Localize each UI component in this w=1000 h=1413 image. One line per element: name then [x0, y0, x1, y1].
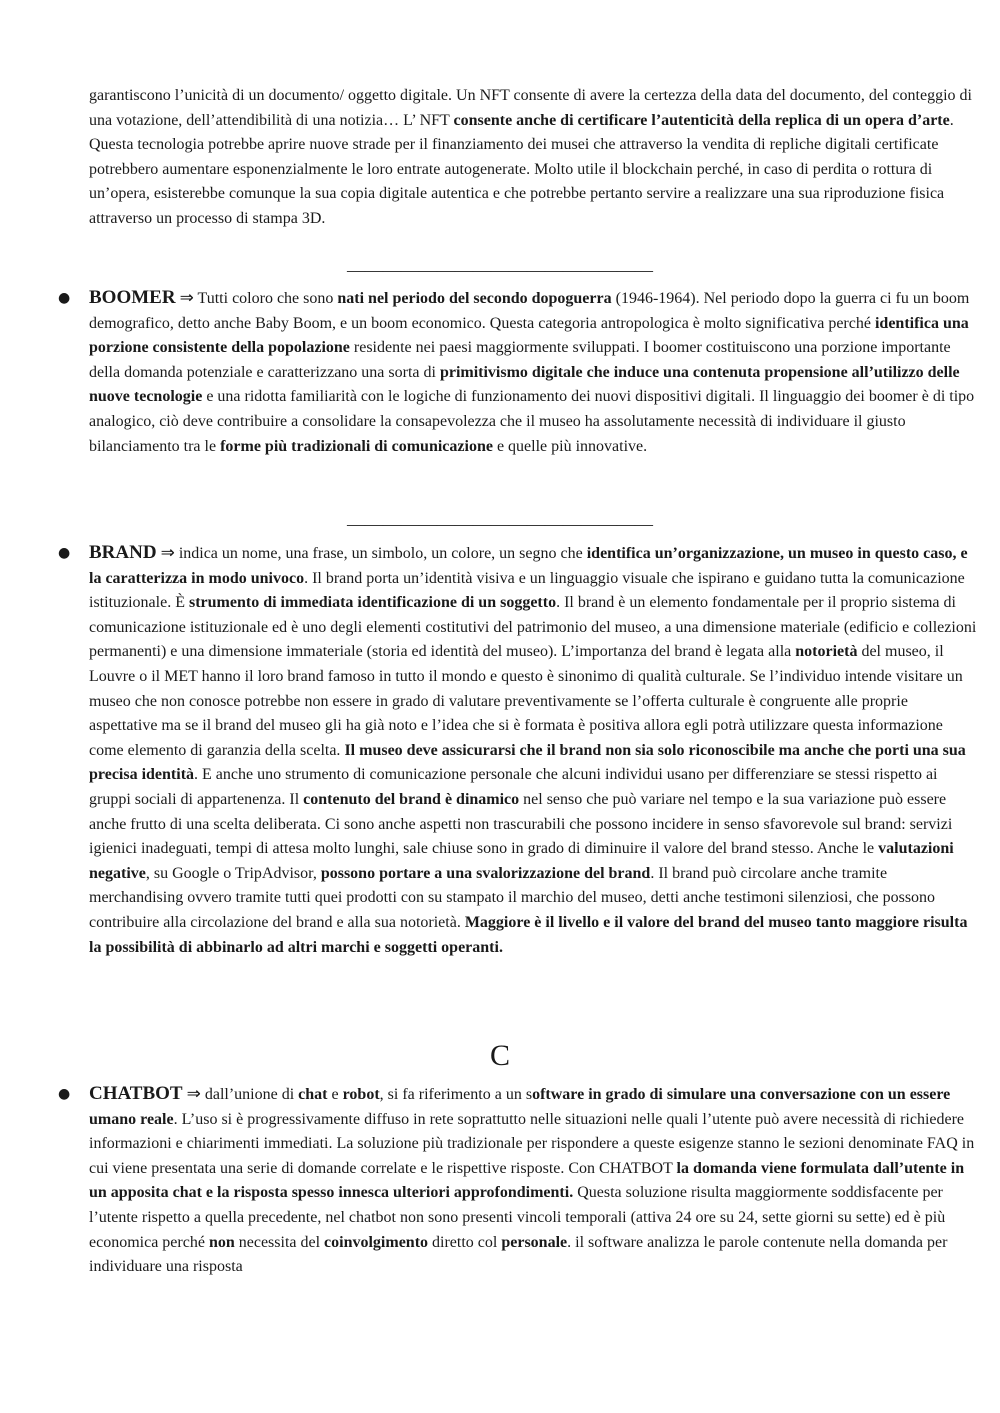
term-brand: BRAND	[89, 542, 157, 563]
text-run: . Il brand porta un’identità visiva e un linguaggio visuale che ispirano e guidano tutta la comunicazione istituzionale. È	[89, 569, 965, 612]
definition-boomer	[89, 290, 974, 455]
text-run: dall’unione di	[200, 1086, 299, 1103]
text-run: residente nei paesi maggiormente sviluppati. I boomer costituiscono una porzione importante della domanda potenziale e caratterizzano una sorta di	[89, 339, 951, 381]
bold-text: contenuto del brand è dinamico	[303, 790, 520, 808]
text-run: (1946-1964). Nel periodo dopo la guerra ci fu un boom demografico, detto anche Baby Boom, e un boom economico. Questa categoria antropologica è molto significativa perché	[89, 290, 970, 332]
bold-text: non	[208, 1233, 235, 1251]
entry-chatbot	[89, 1082, 979, 1280]
bold-text: forme più tradizionali di comunicazione	[220, 437, 493, 455]
bold-text: chat	[298, 1086, 328, 1103]
definition-brand	[89, 545, 976, 956]
bold-text: primitivismo digitale che induce una contenuta propensione all’utilizzo delle nuove tecnologie	[89, 363, 960, 406]
text-run: indica un nome, una frase, un simbolo, un colore, un segno che	[174, 545, 587, 562]
bold-text: strumento di immediata identificazione di un soggetto	[188, 594, 557, 612]
text-run: . Il brand è un elemento fondamentale per il proprio sistema di comunicazione istituzionale ed è uno degli elementi costitutivi del patrimonio del museo, a una dimensione materiale (edificio e collezioni permanenti) e una dimensione immateriale (storia ed identità del museo). L’importanza del brand è legata alla	[89, 594, 977, 661]
bold-text: notorietà	[795, 643, 858, 661]
bold-text: identifica un’organizzazione, un museo in questo caso, e la caratterizza in modo univoco	[89, 545, 968, 587]
bold-text: coinvolgimento	[324, 1233, 429, 1251]
bold-text: consente anche di certificare l’autenticità della replica di un opera d’arte	[453, 111, 950, 129]
text-run: necessita del	[234, 1233, 325, 1251]
bold-text: nati nel periodo del secondo dopoguerra	[337, 290, 612, 307]
text-run: . L’uso si è progressivamente diffuso in rete soprattutto nelle situazioni nelle quali l’utente può avere necessità di richiedere informazioni e chiarimenti immediati. La soluzione più tradizionale per rispondere a queste esigenze stanno le sezioni denominate FAQ in cui viene presentata una serie di domande correlate e le rispettive risposte. Con CHATBOT	[89, 1110, 975, 1177]
text-run: garantiscono l’unicità di un documento/ oggetto digitale. Un NFT consente di avere la certezza della data del documento, del conteggio di una votazione, dell’attendibilità di una notizia… L’ NFT	[89, 87, 972, 129]
arrow-icon: ⇒	[179, 288, 194, 308]
text-run: diretto col	[428, 1233, 502, 1251]
text-run: e una ridotta familiarità con le logiche di funzionamento dei nuovi dispositivi digitali. Il linguaggio dei boomer è di tipo analogico, ciò deve contribuire a consolidare la consapevolezza che il museo ha assolutamente necessità di individuare il giusto bilanciamento tra le	[89, 388, 975, 455]
text-run: . Questa tecnologia potrebbe aprire nuove strade per il finanziamento dei musei che attraverso la vendita di repliche digitali certificate potrebbero aumentare esponenzialmente le loro entrate autogenerate. Molto utile il blockchain perché, in caso di perdita o rottura di un’opera, esisterebbe comunque la sua copia digitale autentica e che potrebbe pertanto servire a realizzare una sua riproduzione fisica attraverso un processo di stampa 3D.	[89, 111, 954, 227]
text-run: del museo, il Louvre o il MET hanno il loro brand famoso in tutto il mondo e questo è sinonimo di qualità culturale. Se l’individuo intende visitare un museo che non conosce potrebbe non essere in grado di valutare preventivamente se l’offerta culturale è congruente alle proprie aspettative ma se il brand del museo gli ha già noto e l’idea che si è formata è positiva allora egli potrà utilizzare questa informazione come elemento di garanzia della scelta.	[89, 643, 963, 759]
text-run: Tutti coloro che sono	[193, 290, 338, 307]
arrow-icon: ⇒	[186, 1084, 201, 1104]
text-run: . E anche uno strumento di comunicazione personale che alcuni individui usano per differenziare se stessi rispetto ai gruppi sociali di appartenenza. Il	[89, 766, 938, 808]
text-run: e	[327, 1086, 343, 1103]
definition-chatbot	[89, 1086, 974, 1275]
text-run: Questa soluzione risulta maggiormente soddisfacente per l’utente rispetto a quella precedente, nel chatbot non sono presenti vincoli temporali (attiva 24 ore su 24, sette giorni su sette) ed è più economica perché	[89, 1184, 946, 1251]
bullet-brand: ●	[58, 545, 71, 561]
bold-text: Maggiore è il livello e il valore del brand del museo tanto maggiore risulta la possibilità di abbinarlo ad altri marchi e soggetti operanti.	[89, 913, 968, 956]
arrow-icon: ⇒	[160, 543, 175, 563]
intro-paragraph	[89, 84, 979, 232]
separator-line: —————————————————	[347, 514, 653, 534]
term-boomer: BOOMER	[89, 287, 176, 308]
section-letter: C	[489, 1039, 510, 1072]
entry-boomer	[89, 286, 979, 459]
bold-text: personale	[501, 1233, 568, 1251]
bullet-boomer: ●	[58, 290, 71, 306]
bold-text: la domanda viene formulata dall’utente in un apposita chat e la risposta spesso innesca ulteriori approfondimenti.	[89, 1159, 965, 1202]
term-chatbot: CHATBOT	[89, 1083, 183, 1104]
text-run: , si fa riferimento a un s	[379, 1086, 533, 1103]
bold-text: valutazioni negative	[89, 840, 954, 882]
entry-brand	[89, 541, 979, 960]
bold-text: oftware in grado di simulare una conversazione con un essere umano reale	[89, 1086, 951, 1128]
bold-text: robot	[342, 1086, 380, 1103]
text-run: e quelle più innovative.	[492, 437, 648, 455]
bullet-chatbot: ●	[58, 1086, 71, 1102]
bold-text: possono portare a una svalorizzazione del brand	[320, 864, 651, 882]
text-run: . Il brand può circolare anche tramite merchandising ovvero tramite tutti quei prodotti con su stampato il marchio del museo, detti anche testimoni silenziosi, che possono contribuire alla circolazione del brand e alla sua notorietà.	[89, 864, 936, 931]
text-run: . il software analizza le parole contenute nella domanda per individuare una risposta	[89, 1233, 948, 1276]
bold-text: Il museo deve assicurarsi che il brand non sia solo riconoscibile ma anche che porti una sua precisa identità	[89, 741, 966, 784]
bold-text: identifica una porzione consistente della popolazione	[89, 314, 969, 357]
text-run: nel senso che può variare nel tempo e la sua variazione può essere anche frutto di una scelta deliberata. Ci sono anche aspetti non trascurabili che possono incidere in senso sfavorevole sul brand: servizi igienici inadeguati, tempi di attesa molto lunghi, sale chiuse sono in grado di diminuire il valore del brand stesso. Anche le	[89, 790, 953, 858]
text-run: , su Google o TripAdvisor,	[145, 864, 321, 882]
separator-line: —————————————————	[347, 260, 653, 280]
